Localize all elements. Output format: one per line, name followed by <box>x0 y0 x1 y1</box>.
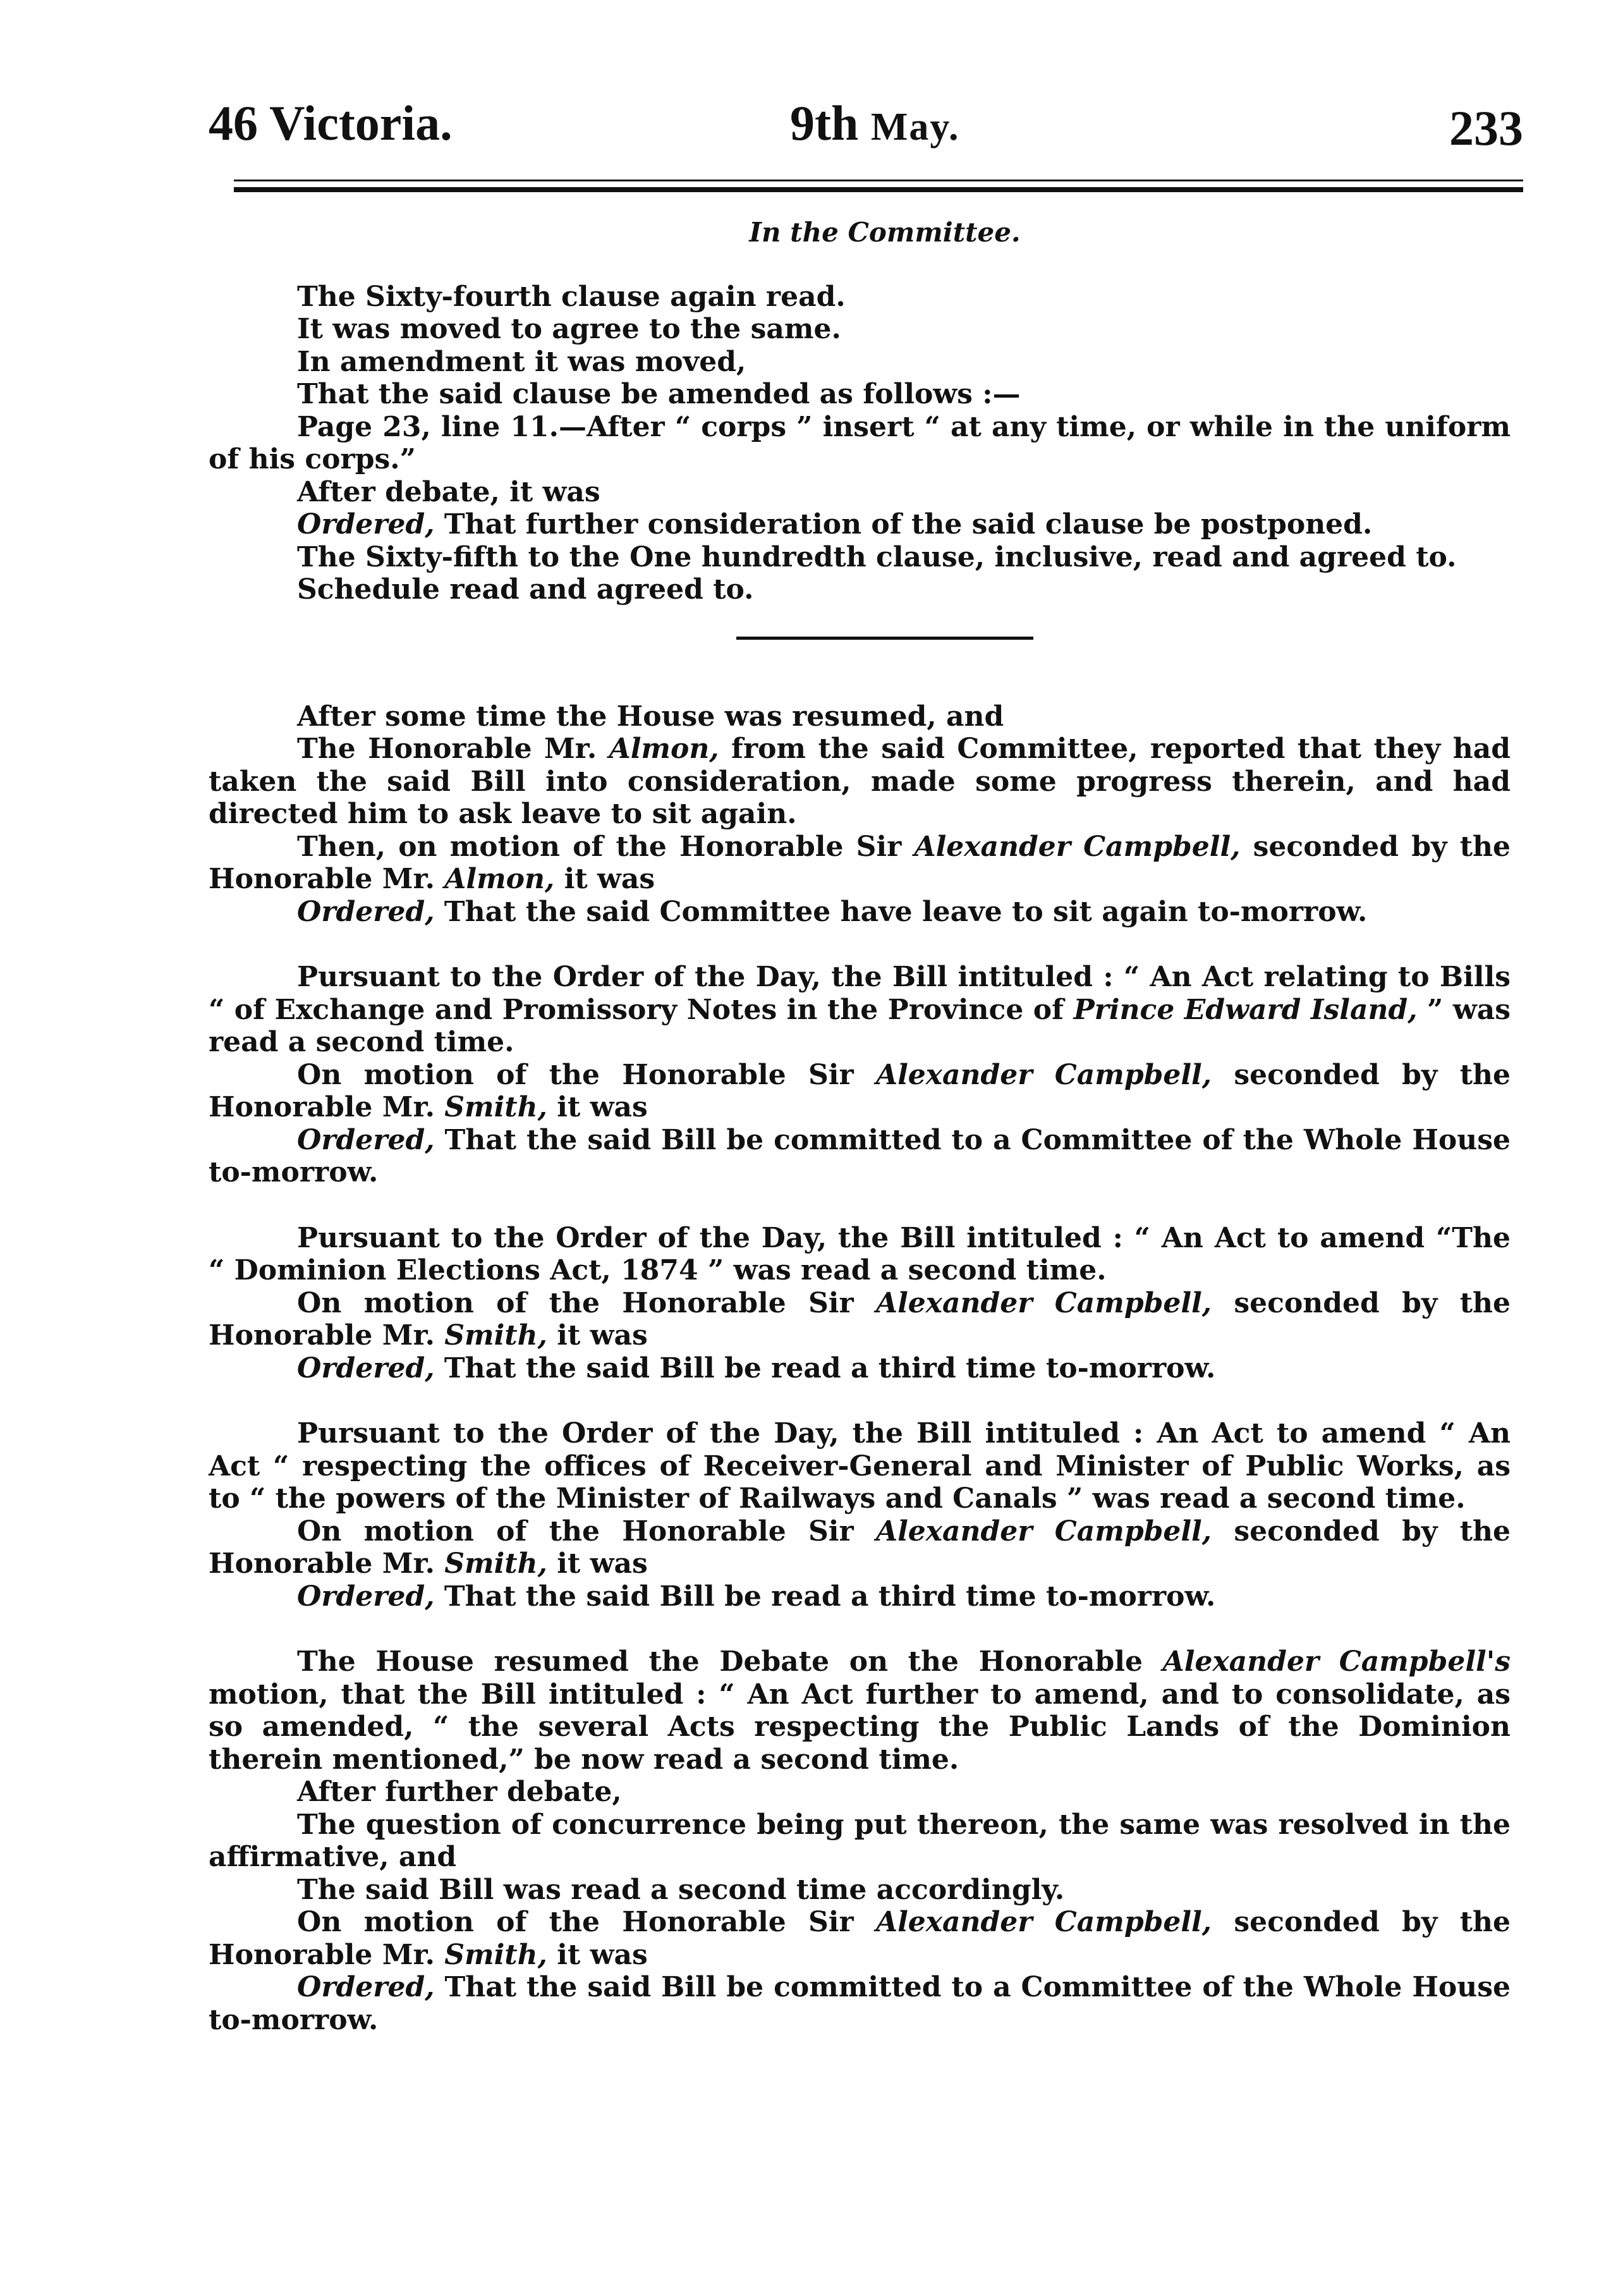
ordered-label: Ordered, <box>297 1971 435 2003</box>
resumed-report <box>209 733 1511 831</box>
public-lands-section <box>209 1646 1511 2036</box>
ordered-text: That the said Bill be committed to a Committee of the Whole House to-morrow. <box>209 1123 1511 1188</box>
resumed-section <box>209 700 1511 929</box>
text-run: seconded by the Honorable Mr. <box>209 830 1511 895</box>
name-smith: Smith, <box>444 1938 547 1971</box>
public-lands-debate <box>209 1646 1511 1776</box>
bills-exchange-section <box>209 961 1511 1189</box>
header-day: 9th <box>790 95 859 150</box>
committee-clauses-line: The Sixty-fifth to the One hundredth clause, inclusive, read and agreed to. <box>297 540 1457 573</box>
text-run: from the said Committee, reported that they had taken the said Bill into consideration, made some progress therein, and had directed him to ask leave to sit again. <box>209 733 1511 830</box>
public-lands-motion <box>209 1906 1511 1971</box>
header-rule-thick <box>234 187 1523 192</box>
text-run: it was <box>554 863 655 895</box>
bills-exchange-ordered <box>209 1124 1511 1189</box>
public-lands-ordered <box>209 1971 1511 2036</box>
committee-section <box>209 281 1511 606</box>
committee-heading: In the Committee. <box>749 217 1021 248</box>
text-run: it was <box>547 1938 648 1971</box>
page-number: 233 <box>1449 101 1523 156</box>
text-run: motion, that the Bill intituled : “ An Act further to amend, and to consolidate, as so amended, “ the several Acts respecting the Public Lands of the Dominion therein mentioned,” be now read a second time. <box>209 1678 1511 1776</box>
spacer <box>209 1189 1511 1222</box>
elections-ordered <box>209 1352 1511 1385</box>
text-run: Pursuant to the Order of the Day, the Bill intituled : “ An Act relating to Bills “ of Exchange and Promissory Notes in the Province of <box>209 961 1511 1026</box>
ordered-label: Ordered, <box>297 1580 435 1613</box>
page-body <box>209 216 1511 2036</box>
regnal-year: 46 Victoria. <box>209 95 453 150</box>
committee-line-4: That the said clause be amended as follows :— <box>297 378 1021 410</box>
resumed-motion <box>209 831 1511 896</box>
text-run: seconded by the Honorable Mr. <box>209 1906 1511 1971</box>
elections-reading: Pursuant to the Order of the Day, the Bill intituled : “ An Act to amend “The “ Dominion Elections Act, 1874 ” was read a second time. <box>209 1221 1511 1286</box>
committee-line-1: The Sixty-fourth clause again read. <box>297 280 846 313</box>
text-run: On motion of the Honorable Sir <box>297 1906 876 1938</box>
ordered-text: That the said Bill be read a third time to-morrow. <box>434 1580 1216 1613</box>
spacer <box>209 640 1511 700</box>
text-run: it was <box>547 1548 648 1580</box>
receiver-general-reading: Pursuant to the Order of the Day, the Bill intituled : An Act to amend “ An Act “ respecting the offices of Receiver-General and Minister of Public Works, as to “ the powers of the Minister of Railways and Canals ” was read a second time. <box>209 1417 1511 1515</box>
name-campbell: Alexander Campbell, <box>875 1286 1212 1319</box>
running-header <box>209 95 1523 171</box>
name-smith: Smith, <box>444 1319 547 1352</box>
name-smith: Smith, <box>444 1548 547 1580</box>
ordered-text: That the said Bill be committed to a Committee of the Whole House to-morrow. <box>209 1971 1511 2036</box>
elections-section <box>209 1222 1511 1385</box>
header-month: May. <box>870 106 960 149</box>
committee-line-2: It was moved to agree to the same. <box>297 313 841 345</box>
spacer <box>209 1384 1511 1417</box>
name-campbell: Alexander Campbell's <box>1162 1646 1511 1678</box>
elections-motion <box>209 1287 1511 1352</box>
text-run: it was <box>547 1319 648 1352</box>
text-run: it was <box>547 1091 648 1123</box>
text-run: The Honorable Mr. <box>297 733 609 765</box>
bills-exchange-motion <box>209 1059 1511 1124</box>
name-almon: Almon, <box>609 733 719 765</box>
receiver-general-section <box>209 1417 1511 1613</box>
name-campbell: Alexander Campbell, <box>875 1058 1212 1091</box>
text-run: On motion of the Honorable Sir <box>297 1058 876 1091</box>
name-campbell: Alexander Campbell, <box>914 830 1241 863</box>
name-smith: Smith, <box>444 1091 547 1123</box>
ordered-text: That the said Bill be read a third time to-morrow. <box>434 1352 1216 1384</box>
text-run: ” was read a second time. <box>209 993 1511 1058</box>
text-run: seconded by the Honorable Mr. <box>209 1058 1511 1123</box>
resumed-line-1: After some time the House was resumed, and <box>297 700 1004 733</box>
committee-line-6: After debate, it was <box>297 475 600 508</box>
text-run: On motion of the Honorable Sir <box>297 1515 876 1548</box>
text-run: seconded by the Honorable Mr. <box>209 1286 1511 1352</box>
text-run: On motion of the Honorable Sir <box>297 1286 876 1319</box>
committee-schedule-line: Schedule read and agreed to. <box>297 573 754 606</box>
section-divider <box>736 637 1033 640</box>
name-campbell: Alexander Campbell, <box>875 1515 1212 1548</box>
spacer <box>209 928 1511 961</box>
public-lands-further-debate: After further debate, <box>297 1776 622 1808</box>
ordered-label: Ordered, <box>297 508 435 540</box>
province-name: Prince Edward Island, <box>1073 993 1418 1026</box>
ordered-label: Ordered, <box>297 895 435 928</box>
receiver-general-motion <box>209 1515 1511 1580</box>
committee-line-3: In amendment it was moved, <box>297 345 746 378</box>
receiver-general-ordered <box>209 1580 1511 1613</box>
resumed-ordered <box>209 896 1511 929</box>
spacer <box>209 1613 1511 1646</box>
public-lands-second-reading: The said Bill was read a second time accordingly. <box>297 1873 1065 1906</box>
public-lands-question: The question of concurrence being put thereon, the same was resolved in the affirmative, and <box>209 1808 1511 1873</box>
ordered-text: That the said Committee have leave to sit again to-morrow. <box>434 895 1368 928</box>
name-campbell: Alexander Campbell, <box>875 1906 1212 1938</box>
text-run: seconded by the Honorable Mr. <box>209 1515 1511 1580</box>
header-date <box>790 95 959 152</box>
committee-ordered <box>209 508 1511 541</box>
text-run: The House resumed the Debate on the Honorable <box>297 1646 1163 1678</box>
ordered-label: Ordered, <box>297 1352 435 1384</box>
committee-line-5: Page 23, line 11.—After “ corps ” insert “ at any time, or while in the uniform of his corps.” <box>209 410 1511 475</box>
header-rule-thin <box>234 180 1523 181</box>
ordered-text: That further consideration of the said clause be postponed. <box>434 508 1373 540</box>
ordered-label: Ordered, <box>297 1123 435 1156</box>
bills-exchange-reading <box>209 961 1511 1059</box>
name-almon: Almon, <box>444 863 555 895</box>
text-run: Then, on motion of the Honorable Sir <box>297 830 915 863</box>
